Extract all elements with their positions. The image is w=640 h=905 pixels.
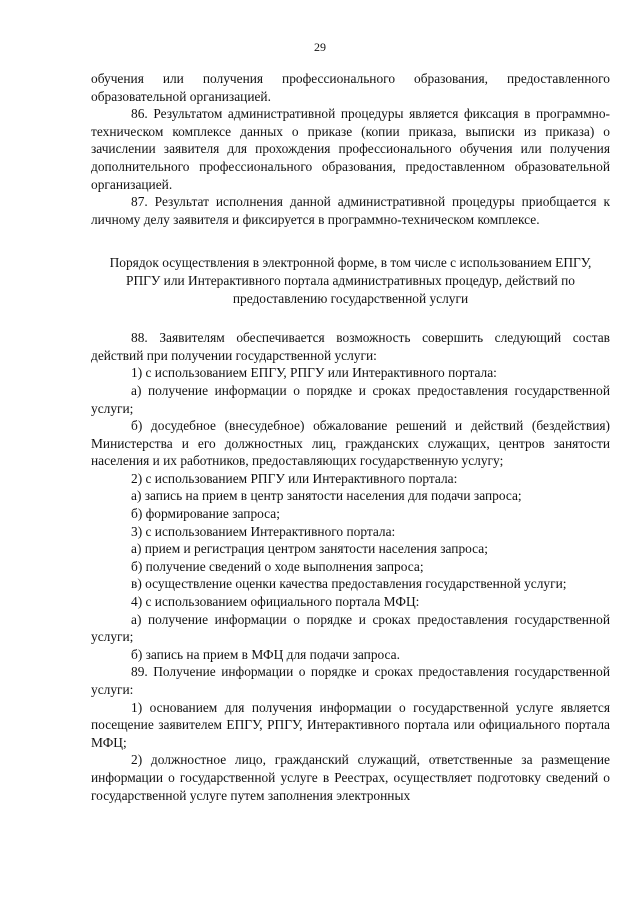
top-paragraphs — [91, 70, 610, 228]
paragraph: а) запись на прием в центр занятости населения для подачи запроса; — [131, 488, 522, 504]
paragraph: 87. Результат исполнения данной административной процедуры приобщается к личному делу заявителя и фиксируется в программно-техническом комплексе. — [91, 194, 610, 227]
paragraph: 2) должностное лицо, гражданский служащий, ответственные за размещение информации о государственной услуге в Реестрах, осуществляет подготовку сведений о государственной услуге путем заполнения электронных — [91, 752, 610, 803]
spacer — [91, 307, 610, 329]
paragraph: б) получение сведений о ходе выполнения запроса; — [131, 558, 424, 574]
paragraph: в) осуществление оценки качества предоставления государственной услуги; — [131, 576, 567, 592]
bottom-paragraphs — [91, 329, 610, 804]
paragraph: б) досудебное (внесудебное) обжалование решений и действий (бездействия) Министерства и его должностных лиц, гражданских служащих, центров занятости населения и их работников, предоставляющих государственную услугу; — [91, 418, 610, 469]
paragraph: 1) с использованием ЕПГУ, РПГУ или Интерактивного портала: — [131, 365, 497, 381]
document-body — [91, 70, 610, 804]
paragraph: б) формирование запроса; — [131, 506, 280, 522]
paragraph: 86. Результатом административной процедуры является фиксация в программно-техническом комплексе данных о приказе (копии приказа, выписки из приказа) о зачислении заявителя для прохождения профессионального обучения или получения дополнительного профессионального образования, предоставленном образовательной организацией. — [91, 106, 610, 192]
paragraph: 2) с использованием РПГУ или Интерактивного портала: — [131, 470, 458, 486]
paragraph: 1) основанием для получения информации о государственной услуге является посещение заявителем ЕПГУ, РПГУ, Интерактивного портала или официального портала МФЦ; — [91, 699, 610, 750]
section-heading: Порядок осуществления в электронной форме, в том числе с использованием ЕПГУ, РПГУ или Интерактивного портала административных процедур, действий по предоставлению государственной услуги — [109, 255, 592, 306]
paragraph: обучения или получения профессионального образования, предоставленного образовательной организацией. — [91, 71, 610, 104]
paragraph: 3) с использованием Интерактивного портала: — [131, 523, 396, 539]
paragraph: а) получение информации о порядке и сроках предоставления государственной услуги; — [91, 382, 610, 416]
page-number: 29 — [314, 40, 326, 54]
paragraph: а) получение информации о порядке и сроках предоставления государственной услуги; — [91, 611, 610, 645]
paragraph: 4) с использованием официального портала МФЦ: — [131, 594, 420, 610]
spacer — [91, 228, 610, 254]
paragraph: 88. Заявителям обеспечивается возможность совершить следующий состав действий при получении государственной услуги: — [91, 330, 610, 363]
paragraph: б) запись на прием в МФЦ для подачи запроса. — [131, 646, 400, 662]
paragraph: 89. Получение информации о порядке и сроках предоставления государственной услуги: — [91, 664, 610, 697]
paragraph: а) прием и регистрация центром занятости населения запроса; — [131, 541, 488, 557]
